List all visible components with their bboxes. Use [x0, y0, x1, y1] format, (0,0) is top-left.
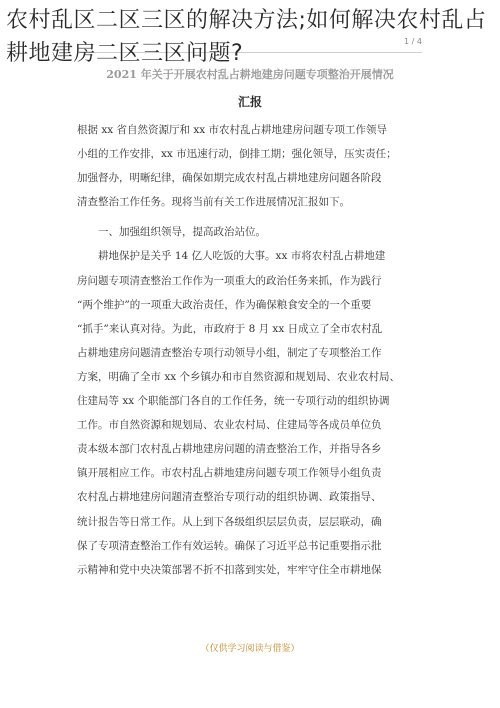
- paragraph-line: 清查整治工作任务。现将当前有关工作进展情况汇报如下。: [77, 196, 350, 209]
- paragraph-line: 农村乱占耕地建房问题清查整治专项行动的组织协调、政策指导、: [77, 491, 382, 504]
- page-indicator: 1 / 4: [404, 37, 422, 46]
- paragraph-line: 耕地保护是关乎 14 亿人吃饭的大事。xx 市将农村乱占耕地建: [98, 250, 386, 263]
- paragraph-line: 小组的工作安排，xx 市迅速行动，倒排工期；强化领导，压实责任；: [77, 148, 397, 161]
- paragraph-line: 工作。市自然资源和规划局、农业农村局、住建局等各成员单位负: [77, 419, 382, 432]
- paragraph-line: 住建局等 xx 个职能部门各自的工作任务，统一专项行动的组织协调: [77, 395, 390, 408]
- paragraph-line: 统计报告等日常工作。从上到下各级组织层层负责，层层联动，确: [77, 515, 382, 528]
- paragraph-line: 根据 xx 省自然资源厅和 xx 市农村乱占耕地建房问题专项工作领导: [77, 124, 388, 136]
- overlay-title: 农村乱区二区三区的解决方法;如何解决农村乱占耕地建房二区三区问题?: [6, 8, 487, 66]
- paragraph-line: 房问题专项清查整治工作作为一项重大的政治任务来抓，作为践行: [77, 274, 382, 287]
- paragraph-line: “两个维护”的一项重大政治责任，作为确保粮食安全的一个重要: [77, 298, 372, 311]
- paragraph-line: 保了专项清查整治工作有效运转。确保了习近平总书记重要指示批: [77, 539, 382, 552]
- paragraph-line: 责本级本部门农村乱占耕地建房问题的清查整治工作，并指导各乡: [77, 443, 382, 456]
- document-subheading: 汇报: [237, 95, 262, 109]
- paragraph-line: “抓手”来认真对待。为此，市政府于 8 月 xx 日成立了全市农村乱: [77, 322, 383, 335]
- document-body: [77, 118, 429, 582]
- document-heading: 2021 年关于开展农村乱占耕地建房问题专项整治开展情况: [106, 68, 394, 81]
- paragraph-line: 方案，明确了全市 xx 个乡镇办和市自然资源和规划局、农业农村局、: [77, 370, 401, 383]
- footer-note: （仅供学习阅读与借鉴）: [200, 644, 300, 654]
- paragraph-line: 加强督办，明晰纪律，确保如期完成农村乱占耕地建房问题各阶段: [77, 172, 382, 185]
- paragraph-line: 占耕地建房问题清查整治专项行动领导小组，制定了专项整治工作: [77, 346, 382, 359]
- paragraph-line: 示精神和党中央决策部署不折不扣落到实处，牢牢守住全市耕地保: [77, 563, 382, 576]
- section-title: 一、加强组织领导，提高政治站位。: [98, 226, 266, 239]
- paragraph-line: 镇开展相应工作。市农村乱占耕地建房问题专项工作领导小组负责: [77, 467, 382, 480]
